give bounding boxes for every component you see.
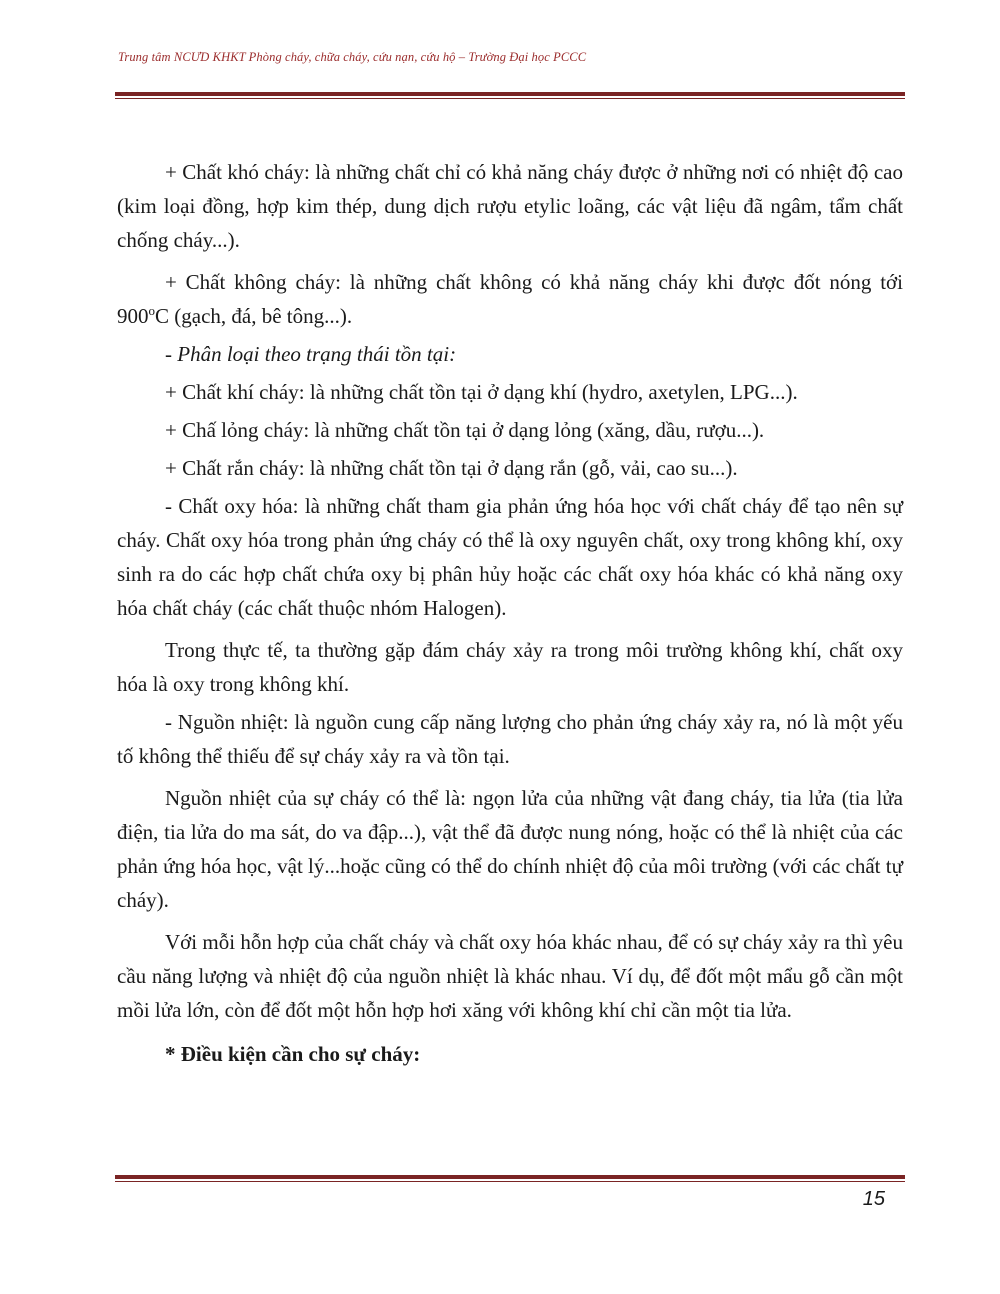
paragraph-ran-chay: + Chất rắn cháy: là những chất tồn tại ở dạng rắn (gỗ, vải, cao su...). <box>165 456 738 480</box>
paragraph-nguon-nhiet: - Nguồn nhiệt: là nguồn cung cấp năng lượng cho phản ứng cháy xảy ra, nó là một yếu tố không thể thiếu để sự cháy xảy ra và tồn tại. <box>117 710 903 768</box>
paragraph-phan-loai: - Phân loại theo trạng thái tồn tại: <box>165 342 457 366</box>
header-rule <box>115 92 905 99</box>
paragraph-khong-chay-text: + Chất không cháy: là những chất không có khả năng cháy khi được đốt nóng tới 900 <box>117 270 903 328</box>
paragraph-long-chay: + Chấ lỏng cháy: là những chất tồn tại ở dạng lỏng (xăng, dầu, rượu...). <box>165 418 765 442</box>
page-body <box>117 155 903 1075</box>
paragraph-nguon-nhiet-detail: Nguồn nhiệt của sự cháy có thể là: ngọn lửa của những vật đang cháy, tia lửa (tia lửa điện, tia lửa do ma sát, do va đập...), vật thể đã được nung nóng, hoặc có thể là nhiệt của các phản ứng hóa học, vật lý...hoặc cũng có thể do chính nhiệt độ của môi trường (với các chất tự cháy). <box>117 786 903 912</box>
page-number: 15 <box>862 1188 885 1210</box>
page-header-title: Trung tâm NCƯD KHKT Phòng cháy, chữa cháy, cứu nạn, cứu hộ – Trường Đại học PCCC <box>118 50 587 64</box>
paragraph-khong-chay <box>117 265 903 333</box>
paragraph-khi-chay: + Chất khí cháy: là những chất tồn tại ở dạng khí (hydro, axetylen, LPG...). <box>165 380 798 404</box>
degree-superscript: o <box>148 303 155 318</box>
paragraph-khong-chay-tail: C (gạch, đá, bê tông...). <box>155 304 353 328</box>
footer-rule <box>115 1175 905 1182</box>
section-heading-dieu-kien: * Điều kiện cần cho sự cháy: <box>165 1042 421 1066</box>
paragraph-hon-hop: Với mỗi hỗn hợp của chất cháy và chất oxy hóa khác nhau, để có sự cháy xảy ra thì yêu cầu năng lượng và nhiệt độ của nguồn nhiệt là khác nhau. Ví dụ, để đốt một mẩu gỗ cần một mồi lửa lớn, còn để đốt một hỗn hợp hơi xăng với không khí chỉ cần một tia lửa. <box>117 930 903 1022</box>
paragraph-oxy-hoa: - Chất oxy hóa: là những chất tham gia phản ứng hóa học với chất cháy để tạo nên sự cháy. Chất oxy hóa trong phản ứng cháy có thể là oxy nguyên chất, oxy trong không khí, oxy sinh ra do các hợp chất chứa oxy bị phân hủy hoặc các chất oxy hóa khác có khả năng oxy hóa chất cháy (các chất thuộc nhóm Halogen). <box>117 494 903 620</box>
paragraph-kho-chay: + Chất khó cháy: là những chất chỉ có khả năng cháy được ở những nơi có nhiệt độ cao (kim loại đồng, hợp kim thép, dung dịch rượu etylic loãng, các vật liệu đã ngâm, tẩm chất chống cháy...). <box>117 160 903 252</box>
paragraph-thuc-te: Trong thực tế, ta thường gặp đám cháy xảy ra trong môi trường không khí, chất oxy hóa là oxy trong không khí. <box>117 638 903 696</box>
